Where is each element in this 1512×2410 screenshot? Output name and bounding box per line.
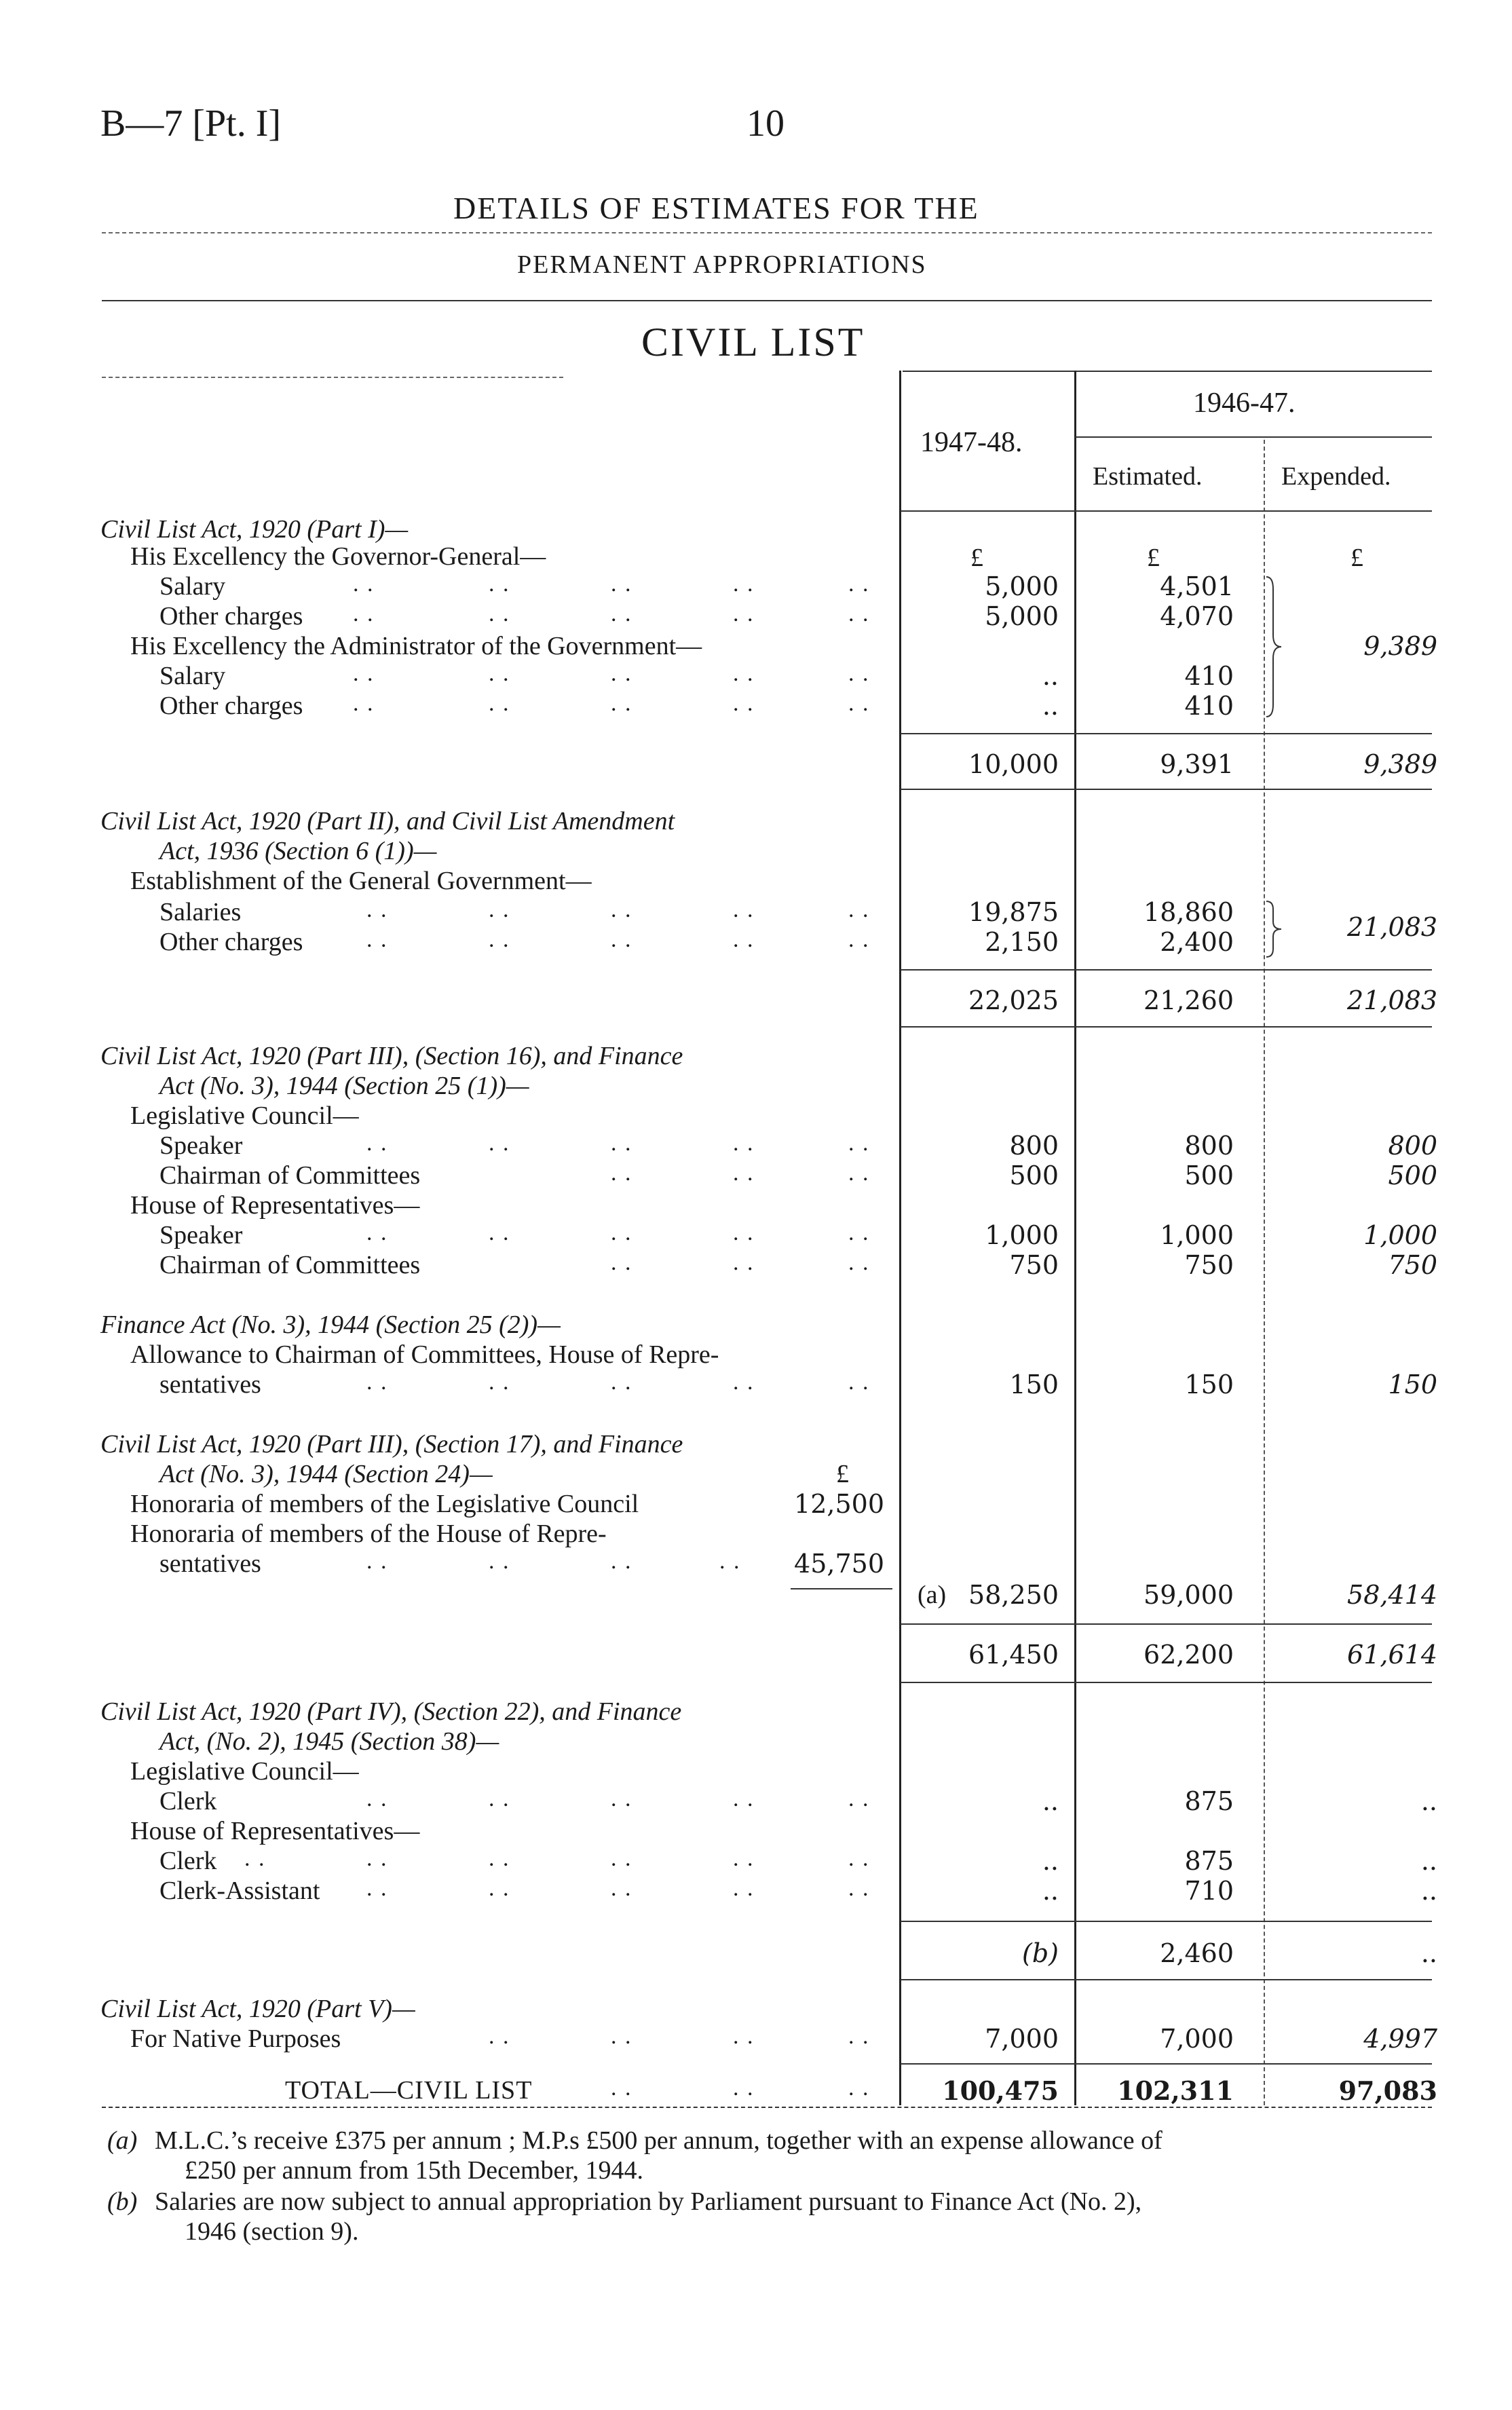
leader-dots: . . xyxy=(366,1370,388,1395)
s4-line: Allowance to Chairman of Committees, House of Repre- xyxy=(130,1340,719,1369)
column-header-1947-48: 1947-48. xyxy=(920,427,1023,458)
value-expended: 21,083 xyxy=(1347,912,1437,942)
grand-total-1947: 100,475 xyxy=(942,2075,1059,2106)
leader-dots: . . xyxy=(489,571,510,597)
row-label: Clerk-Assistant xyxy=(159,1877,320,1905)
leader-dots: . . xyxy=(733,1370,755,1395)
subtotal-rule xyxy=(901,969,1432,971)
row-label: Salaries xyxy=(159,898,242,926)
leader-dots: . . xyxy=(733,691,755,716)
column-header-1946-47: 1946-47. xyxy=(1193,388,1296,419)
brace-icon xyxy=(1264,900,1284,958)
column-header-expended: Expended. xyxy=(1281,462,1391,491)
group-header-rule xyxy=(1076,436,1432,438)
leader-dots: . . xyxy=(611,691,632,716)
footnote-mark-a: (a) xyxy=(107,2126,138,2155)
row-label: Other charges xyxy=(159,692,303,720)
leader-dots: . . xyxy=(366,1876,388,1901)
leader-dots: . . xyxy=(366,1131,388,1156)
value-estimated: 800 xyxy=(1184,1131,1234,1161)
leader-dots: . . xyxy=(353,571,375,597)
subtotal-1947: 10,000 xyxy=(968,749,1059,779)
subtotal-estimated: 2,460 xyxy=(1160,1938,1234,1968)
leader-dots: . . xyxy=(611,1250,632,1275)
leader-dots: . . xyxy=(489,691,510,716)
row-label: Salary xyxy=(159,572,226,601)
value-estimated: 875 xyxy=(1184,1786,1234,1816)
leader-dots: . . xyxy=(611,927,632,952)
s5-line-amount: 45,750 xyxy=(794,1549,884,1579)
pound-sign: £ xyxy=(970,544,983,572)
subtotal-rule xyxy=(901,733,1432,734)
leader-dots: . . xyxy=(611,1131,632,1156)
row-label: Chairman of Committees xyxy=(159,1161,421,1190)
leader-dots: . . xyxy=(611,1786,632,1811)
footnote-a: M.L.C.’s receive £375 per annum ; M.P.s £500 per annum, together with an expense allowance of xyxy=(155,2126,1163,2155)
pound-sign: £ xyxy=(836,1460,849,1488)
leader-dots: . . xyxy=(611,1220,632,1245)
leader-dots: . . xyxy=(611,1846,632,1871)
s3-heading: Civil List Act, 1920 (Part III), (Section 16), and Finance xyxy=(100,1042,683,1070)
column-header-estimated: Estimated. xyxy=(1093,462,1203,491)
value-1947: .. xyxy=(1042,1846,1059,1876)
subtotal-1947: 61,450 xyxy=(968,1640,1059,1670)
subtotal-rule xyxy=(901,1682,1432,1683)
value-1947: 800 xyxy=(1009,1131,1059,1161)
column-rule-2 xyxy=(1074,371,1076,2105)
subtotal-1947: (b) xyxy=(1022,1938,1059,1968)
s6-heading-cont: Act, (No. 2), 1945 (Section 38)— xyxy=(159,1727,499,1756)
leader-dots: . . xyxy=(366,897,388,922)
leader-dots: . . xyxy=(611,601,632,626)
pound-sign: £ xyxy=(1147,544,1160,572)
leader-dots: . . xyxy=(848,1876,870,1901)
leader-dots: . . xyxy=(489,1370,510,1395)
table-bottom-rule xyxy=(102,2107,1432,2108)
s3-heading-cont: Act (No. 3), 1944 (Section 25 (1))— xyxy=(159,1072,529,1100)
value-expended: 800 xyxy=(1388,1131,1437,1161)
leader-dots: . . xyxy=(353,661,375,686)
leader-dots: . . xyxy=(719,1549,741,1574)
value-1947: 500 xyxy=(1009,1161,1059,1190)
total-rule xyxy=(901,2063,1432,2065)
leader-dots: . . xyxy=(366,927,388,952)
section-title: CIVIL LIST xyxy=(641,320,865,364)
leader-dots: . . xyxy=(848,571,870,597)
leader-dots: . . xyxy=(848,1161,870,1186)
leader-dots: . . xyxy=(611,2075,632,2101)
leader-dots: . . xyxy=(848,1220,870,1245)
leader-dots: . . xyxy=(733,1131,755,1156)
leader-dots: . . xyxy=(733,1250,755,1275)
section-divider-right xyxy=(903,371,1432,372)
leader-dots: . . xyxy=(848,691,870,716)
leader-dots: . . xyxy=(733,601,755,626)
row-label: Speaker xyxy=(159,1131,243,1160)
value-estimated: 500 xyxy=(1184,1161,1234,1190)
document-subtitle: PERMANENT APPROPRIATIONS xyxy=(517,250,927,279)
subtotal-rule xyxy=(901,1623,1432,1625)
value-estimated: 18,860 xyxy=(1144,897,1234,927)
leader-dots: . . xyxy=(733,2024,755,2049)
row-label: For Native Purposes xyxy=(130,2025,341,2053)
leader-dots: . . xyxy=(848,601,870,626)
leader-dots: . . xyxy=(611,2024,632,2049)
value-1947: 150 xyxy=(1009,1370,1059,1399)
page-reference: B—7 [Pt. I] xyxy=(100,102,281,145)
subtotal-expended: .. xyxy=(1420,1938,1437,1968)
leader-dots: . . xyxy=(489,2024,510,2049)
value-expended: 750 xyxy=(1388,1250,1437,1280)
s5-heading: Civil List Act, 1920 (Part III), (Section 17), and Finance xyxy=(100,1430,683,1458)
leader-dots: . . xyxy=(366,1549,388,1574)
grand-total-estimated: 102,311 xyxy=(1117,2075,1234,2106)
leader-dots: . . xyxy=(611,571,632,597)
subtitle-divider xyxy=(102,300,1432,301)
value-estimated: 1,000 xyxy=(1160,1220,1234,1250)
value-expended: .. xyxy=(1420,1846,1437,1876)
value-estimated: 4,501 xyxy=(1160,571,1234,601)
value-1947: 1,000 xyxy=(985,1220,1059,1250)
leader-dots: . . xyxy=(489,1846,510,1871)
leader-dots: . . xyxy=(733,1876,755,1901)
subtotal-rule xyxy=(901,1026,1432,1028)
value-1947: 58,250 xyxy=(968,1580,1059,1610)
leader-dots: . . xyxy=(366,1786,388,1811)
leader-dots: . . xyxy=(489,1876,510,1901)
subtotal-rule xyxy=(901,1921,1432,1922)
value-1947: 5,000 xyxy=(985,571,1059,601)
leader-dots: . . xyxy=(733,1846,755,1871)
leader-dots: . . xyxy=(848,1370,870,1395)
row-label: Other charges xyxy=(159,602,303,630)
leader-dots: . . xyxy=(489,601,510,626)
value-1947: .. xyxy=(1042,691,1059,721)
s5-line: Honoraria of members of the House of Repre- xyxy=(130,1520,607,1548)
value-estimated: 410 xyxy=(1184,691,1234,721)
footnote-b: Salaries are now subject to annual appropriation by Parliament pursuant to Finance Act (No. 2), xyxy=(155,2187,1142,2216)
subtotal-estimated: 21,260 xyxy=(1144,985,1234,1015)
amount-underline xyxy=(791,1588,892,1589)
leader-dots: . . xyxy=(611,1876,632,1901)
value-expended: 4,997 xyxy=(1363,2024,1437,2054)
leader-dots: . . xyxy=(733,897,755,922)
leader-dots: . . xyxy=(489,1786,510,1811)
leader-dots: . . xyxy=(611,661,632,686)
subtotal-rule xyxy=(901,789,1432,790)
subtotal-rule xyxy=(901,1979,1432,1980)
value-expended: 150 xyxy=(1388,1370,1437,1399)
row-label: Speaker xyxy=(159,1221,243,1249)
value-1947: 7,000 xyxy=(985,2024,1059,2054)
leader-dots: . . xyxy=(848,661,870,686)
value-1947: 2,150 xyxy=(985,927,1059,957)
subtotal-1947: 22,025 xyxy=(968,985,1059,1015)
leader-dots: . . xyxy=(848,1846,870,1871)
s3-sub-house-of-representatives: House of Representatives— xyxy=(130,1191,420,1220)
s3-sub-legislative-council: Legislative Council— xyxy=(130,1102,359,1130)
value-expended: 58,414 xyxy=(1347,1580,1437,1610)
row-label: Chairman of Committees xyxy=(159,1251,421,1279)
value-expended: 9,389 xyxy=(1363,631,1437,661)
leader-dots: . . xyxy=(733,661,755,686)
s1-sub-administrator: His Excellency the Administrator of the Government— xyxy=(130,632,702,660)
leader-dots: . . xyxy=(733,927,755,952)
leader-dots: . . xyxy=(733,571,755,597)
row-label: Other charges xyxy=(159,928,303,956)
document-title: DETAILS OF ESTIMATES FOR THE xyxy=(453,191,979,225)
subtotal-estimated: 62,200 xyxy=(1144,1640,1234,1670)
value-estimated: 875 xyxy=(1184,1846,1234,1876)
leader-dots: . . xyxy=(848,1786,870,1811)
value-estimated: 150 xyxy=(1184,1370,1234,1399)
leader-dots: . . xyxy=(353,691,375,716)
s4-heading: Finance Act (No. 3), 1944 (Section 25 (2))— xyxy=(100,1311,561,1339)
leader-dots: . . xyxy=(489,897,510,922)
s5-line-cont: sentatives xyxy=(159,1549,261,1578)
leader-dots: . . xyxy=(848,897,870,922)
leader-dots: . . xyxy=(848,2075,870,2101)
value-estimated: 2,400 xyxy=(1160,927,1234,957)
leader-dots: . . xyxy=(611,897,632,922)
value-1947: .. xyxy=(1042,1876,1059,1906)
footnote-mark-b: (b) xyxy=(107,2187,138,2216)
leader-dots: . . xyxy=(489,1220,510,1245)
leader-dots: . . xyxy=(848,2024,870,2049)
value-estimated: 59,000 xyxy=(1144,1580,1234,1610)
leader-dots: . . xyxy=(489,1549,510,1574)
s2-sub: Establishment of the General Government— xyxy=(130,867,592,895)
page-number: 10 xyxy=(746,102,785,145)
value-estimated: 4,070 xyxy=(1160,601,1234,631)
leader-dots: . . xyxy=(489,927,510,952)
value-estimated: 7,000 xyxy=(1160,2024,1234,2054)
value-1947: 750 xyxy=(1009,1250,1059,1280)
value-1947: .. xyxy=(1042,1786,1059,1816)
footnote-a-cont: £250 per annum from 15th December, 1944. xyxy=(185,2156,643,2185)
s1-sub-governor-general: His Excellency the Governor-General— xyxy=(130,542,546,571)
pound-sign: £ xyxy=(1350,544,1363,572)
s5-heading-cont: Act (No. 3), 1944 (Section 24)— xyxy=(159,1460,493,1488)
leader-dots: . . xyxy=(353,601,375,626)
leader-dots: . . xyxy=(848,927,870,952)
row-label: Clerk xyxy=(159,1787,217,1815)
column-rule-1 xyxy=(899,371,901,2105)
subtotal-estimated: 9,391 xyxy=(1160,749,1234,779)
value-expended: 1,000 xyxy=(1363,1220,1437,1250)
leader-dots: . . xyxy=(733,1786,755,1811)
section-divider-left xyxy=(102,377,563,378)
s1-heading: Civil List Act, 1920 (Part I)— xyxy=(100,515,409,544)
s6-sub-legislative-council: Legislative Council— xyxy=(130,1757,359,1786)
value-expended: .. xyxy=(1420,1786,1437,1816)
s2-heading-cont: Act, 1936 (Section 6 (1))— xyxy=(159,837,437,865)
leader-dots: . . xyxy=(611,1549,632,1574)
brace-icon xyxy=(1264,576,1284,718)
leader-dots: . . xyxy=(611,1370,632,1395)
grand-total-expended: 97,083 xyxy=(1338,2075,1437,2106)
leader-dots: . . xyxy=(366,1846,388,1871)
leader-dots: . . xyxy=(848,1131,870,1156)
leader-dots: . . xyxy=(489,661,510,686)
subtotal-expended: 61,614 xyxy=(1347,1640,1437,1670)
row-label: Salary xyxy=(159,662,226,690)
leader-dots: . . xyxy=(366,1220,388,1245)
footnote-b-cont: 1946 (section 9). xyxy=(185,2217,359,2246)
value-estimated: 750 xyxy=(1184,1250,1234,1280)
leader-dots: . . xyxy=(733,1220,755,1245)
grand-total-label: TOTAL—CIVIL LIST xyxy=(285,2076,533,2105)
s6-sub-house-of-representatives: House of Representatives— xyxy=(130,1817,420,1845)
s4-line-cont: sentatives xyxy=(159,1370,261,1399)
leader-dots: . . xyxy=(733,1161,755,1186)
leader-dots: . . xyxy=(611,1161,632,1186)
subtotal-expended: 9,389 xyxy=(1363,749,1437,779)
value-1947: .. xyxy=(1042,661,1059,691)
s7-heading: Civil List Act, 1920 (Part V)— xyxy=(100,1995,415,2023)
value-1947: 19,875 xyxy=(968,897,1059,927)
value-estimated: 710 xyxy=(1184,1876,1234,1906)
leader-dots: . . xyxy=(733,2075,755,2101)
s6-heading: Civil List Act, 1920 (Part IV), (Section 22), and Finance xyxy=(100,1697,682,1726)
header-divider xyxy=(102,232,1432,233)
leader-dots: . . xyxy=(244,1846,266,1871)
value-estimated: 410 xyxy=(1184,661,1234,691)
value-expended: .. xyxy=(1420,1876,1437,1906)
s2-heading: Civil List Act, 1920 (Part II), and Civil List Amendment xyxy=(100,807,675,835)
s5-line: Honoraria of members of the Legislative Council xyxy=(130,1490,639,1518)
leader-dots: . . xyxy=(848,1250,870,1275)
column-header-rule xyxy=(901,510,1432,512)
value-1947: 5,000 xyxy=(985,601,1059,631)
footnote-ref-a: (a) xyxy=(918,1581,947,1609)
leader-dots: . . xyxy=(489,1131,510,1156)
subtotal-expended: 21,083 xyxy=(1347,985,1437,1015)
s5-line-amount: 12,500 xyxy=(794,1489,884,1519)
row-label: Clerk xyxy=(159,1847,217,1875)
value-expended: 500 xyxy=(1388,1161,1437,1190)
